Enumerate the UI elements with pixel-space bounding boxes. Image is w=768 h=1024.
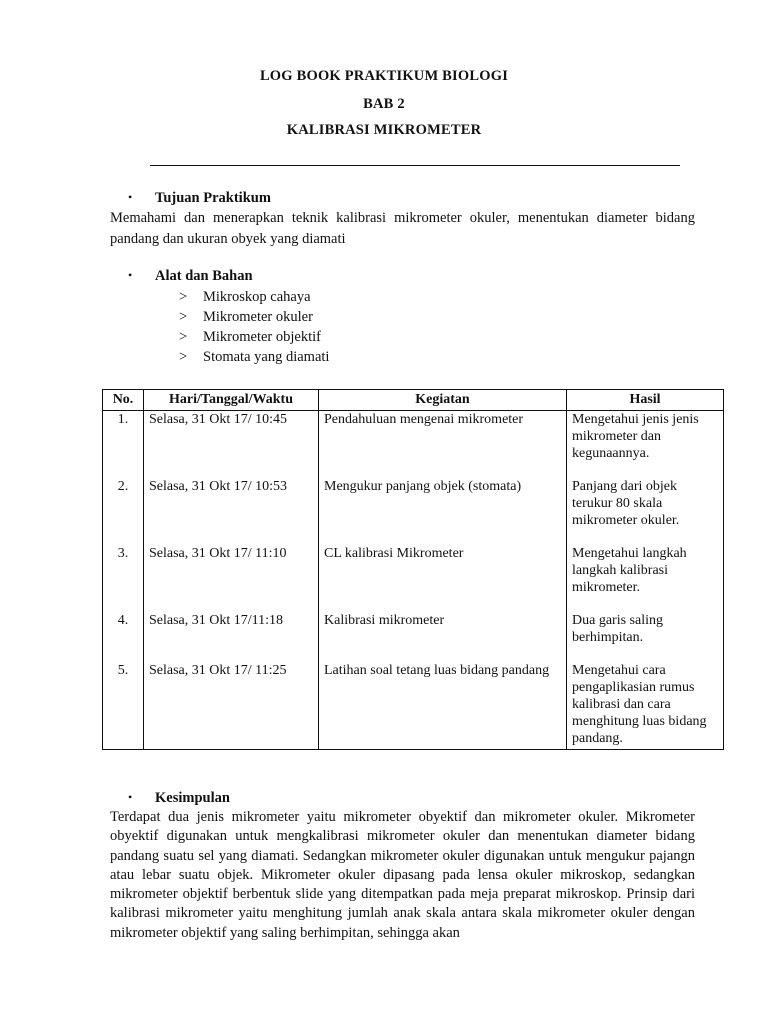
chapter-title: KALIBRASI MIKROMETER bbox=[286, 122, 482, 138]
table-row bbox=[103, 545, 724, 612]
cell-hasil: Panjang dari objek terukur 80 skala mikrometer okuler. bbox=[567, 478, 724, 545]
cell-kegiatan: Latihan soal tetang luas bidang pandang bbox=[319, 662, 567, 750]
tujuan-paragraph: Memahami dan menerapkan teknik kalibrasi mikrometer okuler, menentukan diameter bidang pandang dan ukuran obyek yang diamati bbox=[110, 210, 695, 247]
cell-no: 5. bbox=[103, 662, 144, 750]
list-item-text: Mikrometer okuler bbox=[203, 309, 313, 325]
log-table bbox=[102, 389, 724, 750]
section-heading-text: Alat dan Bahan bbox=[155, 268, 253, 284]
bullet-icon: • bbox=[128, 268, 133, 282]
table-row bbox=[103, 662, 724, 750]
cell-hasil: Mengetahui cara pengaplikasian rumus kalibrasi dan cara menghitung luas bidang pandang. bbox=[567, 662, 724, 750]
cell-kegiatan: Kalibrasi mikrometer bbox=[319, 612, 567, 662]
cell-waktu: Selasa, 31 Okt 17/11:18 bbox=[144, 612, 319, 662]
cell-waktu: Selasa, 31 Okt 17/ 10:53 bbox=[144, 478, 319, 545]
table-row bbox=[103, 478, 724, 545]
cell-no: 4. bbox=[103, 612, 144, 662]
cell-no: 3. bbox=[103, 545, 144, 612]
cell-hasil: Mengetahui langkah langkah kalibrasi mikrometer. bbox=[567, 545, 724, 612]
arrow-marker-icon: > bbox=[179, 329, 188, 345]
cell-kegiatan: CL kalibrasi Mikrometer bbox=[319, 545, 567, 612]
section-heading-text: Kesimpulan bbox=[155, 790, 230, 806]
section-heading-text: Tujuan Praktikum bbox=[155, 190, 271, 206]
kesimpulan-paragraph: Terdapat dua jenis mikrometer yaitu mikrometer obyektif dan mikrometer okuler. Mikrometer obyektif digunakan untuk mengkalibrasi mikrometer okuler dan menentukan diameter bidang pandang suatu sel yang diamati. Sedangkan mikrometer okuler digunakan untuk mengukur pajangn atau lebar suatu objek. Mikrometer okuler dipasang pada lensa okuler mikroskop, sedangkan mikrometer objektif berbentuk slide yang ditempatkan pada meja preparat mikroskop. Prinsip dari kalibrasi mikrometer yaitu menghitung jumlah anak skala antara skala mikrometer okuler dengan mikrometer objektif yang saling berhimpitan, sehingga akan bbox=[110, 809, 695, 941]
cell-hasil: Mengetahui jenis jenis mikrometer dan kegunaannya. bbox=[567, 411, 724, 478]
column-header-hasil: Hasil bbox=[567, 390, 724, 411]
arrow-marker-icon: > bbox=[179, 349, 188, 365]
table-row bbox=[103, 411, 724, 478]
table-header-row bbox=[103, 390, 724, 411]
arrow-marker-icon: > bbox=[179, 309, 188, 325]
cell-no: 1. bbox=[103, 411, 144, 478]
cell-waktu: Selasa, 31 Okt 17/ 11:25 bbox=[144, 662, 319, 750]
table-row bbox=[103, 612, 724, 662]
list-item-text: Stomata yang diamati bbox=[203, 349, 330, 365]
cell-no: 2. bbox=[103, 478, 144, 545]
bullet-icon: • bbox=[128, 790, 133, 804]
cell-hasil: Dua garis saling berhimpitan. bbox=[567, 612, 724, 662]
cell-waktu: Selasa, 31 Okt 17/ 10:45 bbox=[144, 411, 319, 478]
cell-kegiatan: Mengukur panjang objek (stomata) bbox=[319, 478, 567, 545]
chapter-label: BAB 2 bbox=[363, 96, 405, 112]
bullet-icon: • bbox=[128, 190, 133, 204]
column-header-no: No. bbox=[103, 390, 144, 411]
arrow-marker-icon: > bbox=[179, 289, 188, 305]
doc-title: LOG BOOK PRAKTIKUM BIOLOGI bbox=[259, 68, 509, 84]
cell-waktu: Selasa, 31 Okt 17/ 11:10 bbox=[144, 545, 319, 612]
list-item-text: Mikroskop cahaya bbox=[203, 289, 311, 305]
list-item-text: Mikrometer objektif bbox=[203, 329, 321, 345]
column-header-kegiatan: Kegiatan bbox=[319, 390, 567, 411]
cell-kegiatan: Pendahuluan mengenai mikrometer bbox=[319, 411, 567, 478]
header-divider bbox=[150, 165, 680, 166]
column-header-waktu: Hari/Tanggal/Waktu bbox=[144, 390, 319, 411]
